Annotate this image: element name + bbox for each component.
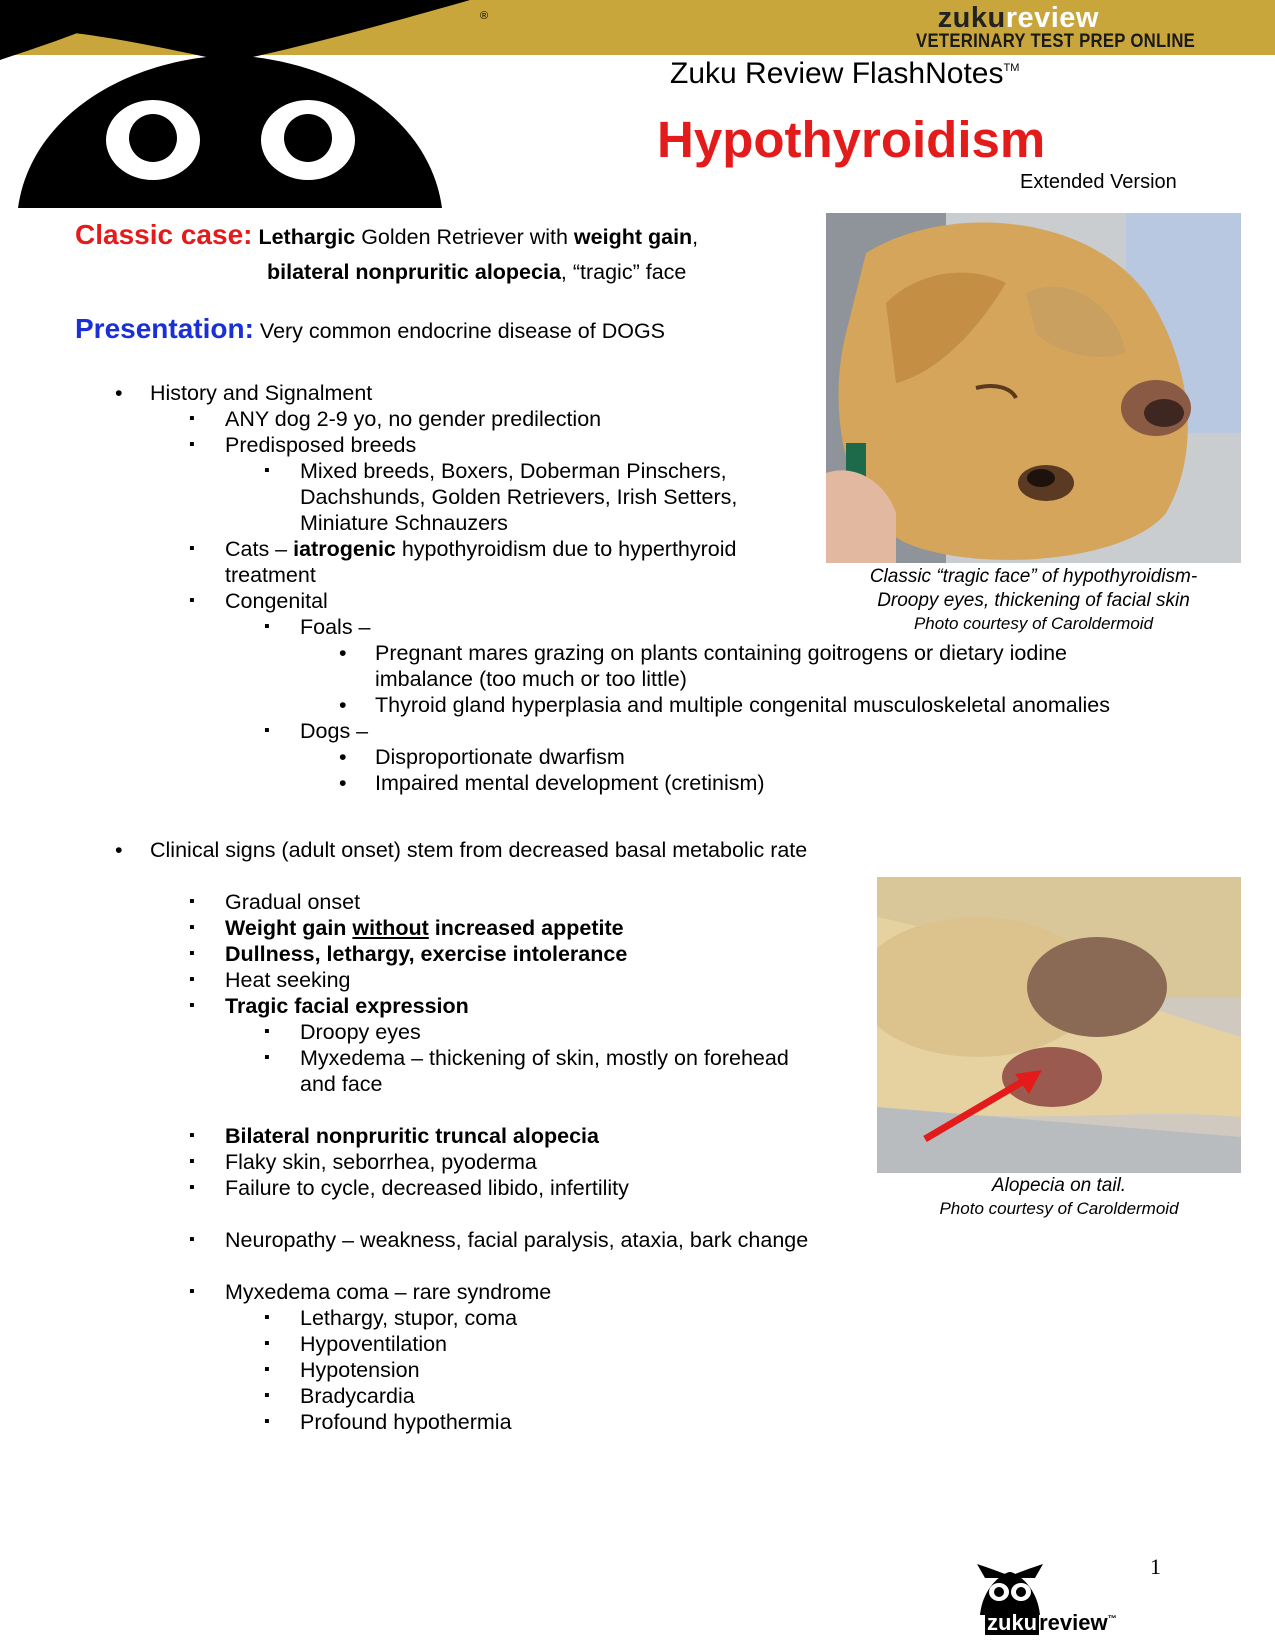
list-item: ▪ Neuropathy – weakness, facial paralysis, ataxia, bark change	[75, 1227, 975, 1253]
list-item: ▪ Tragic facial expression	[75, 993, 975, 1019]
list-item: • Disproportionate dwarfism	[75, 744, 1175, 770]
photo-caption: Alopecia on tail. Photo courtesy of Caroldermoid	[939, 1175, 1179, 1218]
list-item: ▪ Predisposed breeds	[75, 432, 1175, 458]
list-item: • Clinical signs (adult onset) stem from decreased basal metabolic rate	[75, 837, 975, 863]
list-item: ▪ Myxedema coma – rare syndrome	[75, 1279, 975, 1305]
list-item: • Thyroid gland hyperplasia and multiple congenital musculoskeletal anomalies	[75, 692, 1175, 718]
tail-alopecia-photo	[877, 877, 1241, 1173]
classic-case-line2: bilateral nonpruritic alopecia, “tragic” face	[267, 260, 687, 284]
presentation: Presentation: Very common endocrine disease of DOGS	[75, 313, 666, 344]
list-item: ▪ Foals –	[75, 614, 1175, 640]
list-item: ▪ Heat seeking	[75, 967, 975, 993]
dog-face-photo	[826, 213, 1241, 563]
list-item: ▪ Lethargy, stupor, coma	[75, 1305, 975, 1331]
list-item: ▪ ANY dog 2-9 yo, no gender predilection	[75, 406, 1175, 432]
registered-mark: ®	[480, 10, 489, 22]
list-item: ▪ Congenital	[75, 588, 1175, 614]
list-item: ▪ Cats – iatrogenic hypothyroidism due to hyperthyroid treatment	[75, 536, 1175, 588]
list-item: ▪ Weight gain without increased appetite	[75, 915, 975, 941]
list-item: ▪ Myxedema – thickening of skin, mostly on forehead and face	[75, 1045, 975, 1097]
list-item: ▪ Hypoventilation	[75, 1331, 975, 1357]
list-item: ▪ Flaky skin, seborrhea, pyoderma	[75, 1149, 975, 1175]
footer-wordmark: zukureview™	[987, 1610, 1117, 1635]
list-item: ▪ Bilateral nonpruritic truncal alopecia	[75, 1123, 975, 1149]
photo-caption: Classic “tragic face” of hypothyroidism- Droopy eyes, thickening of facial skin Photo courtesy of Caroldermoid	[869, 566, 1198, 633]
list-item: ▪ Hypotension	[75, 1357, 975, 1383]
list-item: ▪ Dogs –	[75, 718, 1175, 744]
list-item: • Pregnant mares grazing on plants containing goitrogens or dietary iodine imbalance (too much or too little)	[75, 640, 1175, 692]
list-item: ▪ Failure to cycle, decreased libido, infertility	[75, 1175, 975, 1201]
list-item: • History and Signalment	[75, 380, 1175, 406]
page-number: 1	[1150, 1554, 1161, 1579]
owl-logo-icon	[0, 0, 480, 210]
brand-tagline: VETERINARY TEST PREP ONLINE	[915, 31, 1195, 52]
brand-wordmark: zukureview	[937, 2, 1099, 34]
clinical-section	[75, 837, 975, 1435]
list-item: ▪ Dullness, lethargy, exercise intolerance	[75, 941, 975, 967]
list-item: ▪ Bradycardia	[75, 1383, 975, 1409]
series-title: Zuku Review FlashNotes™	[670, 57, 1020, 90]
list-item: ▪ Profound hypothermia	[75, 1409, 975, 1435]
list-item: ▪ Mixed breeds, Boxers, Doberman Pinschers, Dachshunds, Golden Retrievers, Irish Setters, Miniature Schnauzers	[75, 458, 1175, 536]
version-label: Extended Version	[1020, 171, 1177, 193]
list-item: ▪ Gradual onset	[75, 889, 975, 915]
page-title: Hypothyroidism	[657, 111, 1046, 168]
list-item: • Impaired mental development (cretinism)	[75, 770, 1175, 796]
classic-case: Classic case: Lethargic Golden Retriever with weight gain,	[75, 219, 699, 250]
list-item: ▪ Droopy eyes	[75, 1019, 975, 1045]
